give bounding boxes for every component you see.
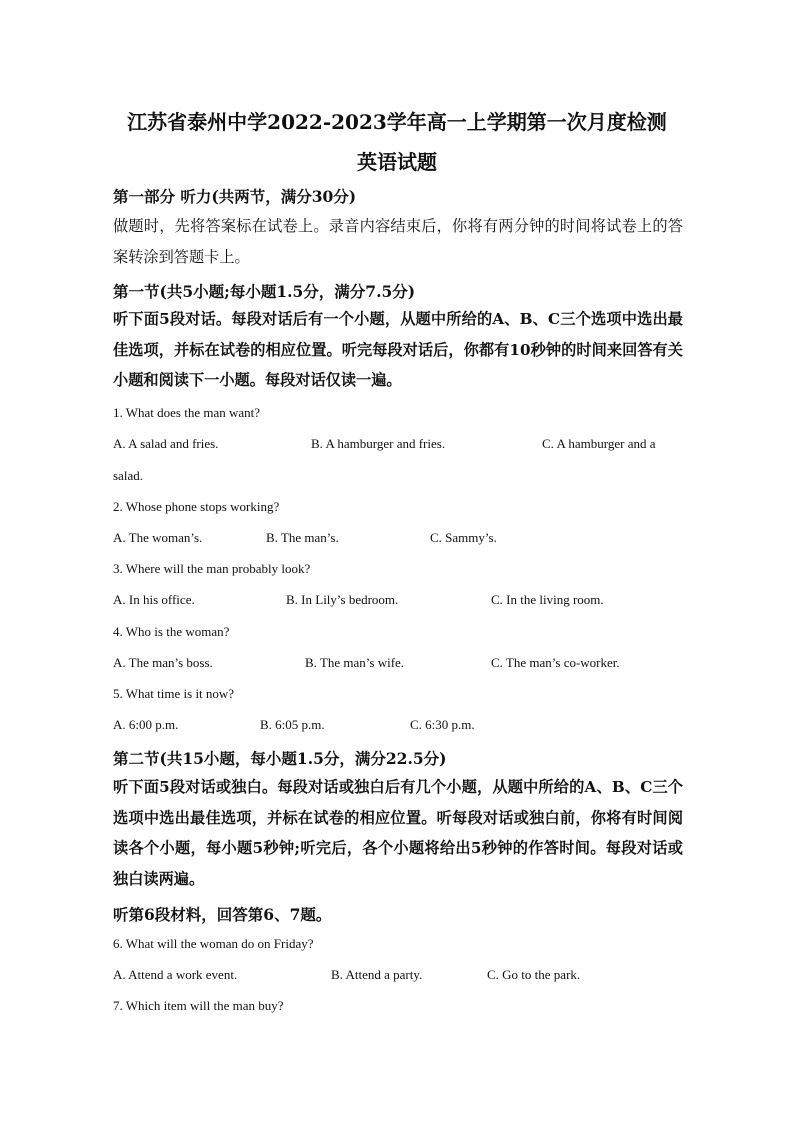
q1-option-c: C. A hamburger and a: [542, 436, 656, 451]
q6-option-c: C. Go to the park.: [487, 967, 581, 982]
q3-option-b: B. In Lily’s bedroom.: [286, 592, 399, 607]
q5-option-b: B. 6:05 p.m.: [260, 717, 325, 732]
q3-option-a: A. In his office.: [113, 592, 195, 607]
q6-option-b: B. Attend a party.: [331, 967, 423, 982]
q4-option-a: A. The man’s boss.: [113, 655, 213, 670]
q4-option-b: B. The man’s wife.: [305, 655, 405, 670]
q2-option-a: A. The woman’s.: [113, 530, 203, 545]
question-3: 3. Where will the man probably look?: [113, 561, 311, 576]
question-1: 1. What does the man want?: [113, 405, 261, 420]
q6-option-a: A. Attend a work event.: [113, 967, 238, 982]
q1-option-c-continued: salad.: [113, 468, 143, 483]
question-6: 6. What will the woman do on Friday?: [113, 936, 314, 951]
exam-title: 江苏省泰州中学2022-2023学年高一上学期第一次月度检测: [127, 110, 667, 134]
section2-instructions: 听下面5段对话或独白。每段对话或独白后有几个小题，从题中所给的A、B、C三个选项中选出最佳选项，并标在试卷的相应位置。听每段对话或独白前，你将有时间阅读各个小题，每小题5秒钟;听完后，各个小题将给出5秒钟的作答时间。每段对话或独白读两遍。: [113, 778, 683, 889]
q4-option-c: C. The man’s co-worker.: [491, 655, 620, 670]
section2-heading: 第二节(共15小题，每小题1.5分，满分22.5分): [113, 749, 447, 768]
q2-option-c: C. Sammy’s.: [430, 530, 497, 545]
section1-heading: 第一节(共5小题;每小题1.5分，满分7.5分): [113, 282, 416, 301]
material-6-heading: 听第6段材料，回答第6、7题。: [113, 905, 332, 924]
question-4: 4. Who is the woman?: [113, 624, 230, 639]
section1-instructions: 听下面5段对话。每段对话后有一个小题，从题中所给的A、B、C三个选项中选出最佳选项，并标在试卷的相应位置。听完每段对话后，你都有10秒钟的时间来回答有关小题和阅读下一小题。每段对话仅读一遍。: [113, 310, 683, 390]
question-7: 7. Which item will the man buy?: [113, 998, 284, 1013]
part1-heading: 第一部分 听力(共两节，满分30分): [113, 187, 357, 206]
question-5: 5. What time is it now?: [113, 686, 235, 701]
exam-subtitle: 英语试题: [357, 150, 437, 174]
q5-option-c: C. 6:30 p.m.: [410, 717, 475, 732]
question-2: 2. Whose phone stops working?: [113, 499, 280, 514]
part1-instructions: 做题时，先将答案标在试卷上。录音内容结束后，你将有两分钟的时间将试卷上的答案转涂到答题卡上。: [113, 217, 683, 266]
q1-option-a: A. A salad and fries.: [113, 436, 219, 451]
q1-option-b: B. A hamburger and fries.: [311, 436, 446, 451]
q5-option-a: A. 6:00 p.m.: [113, 717, 179, 732]
q3-option-c: C. In the living room.: [491, 592, 604, 607]
q2-option-b: B. The man’s.: [266, 530, 339, 545]
